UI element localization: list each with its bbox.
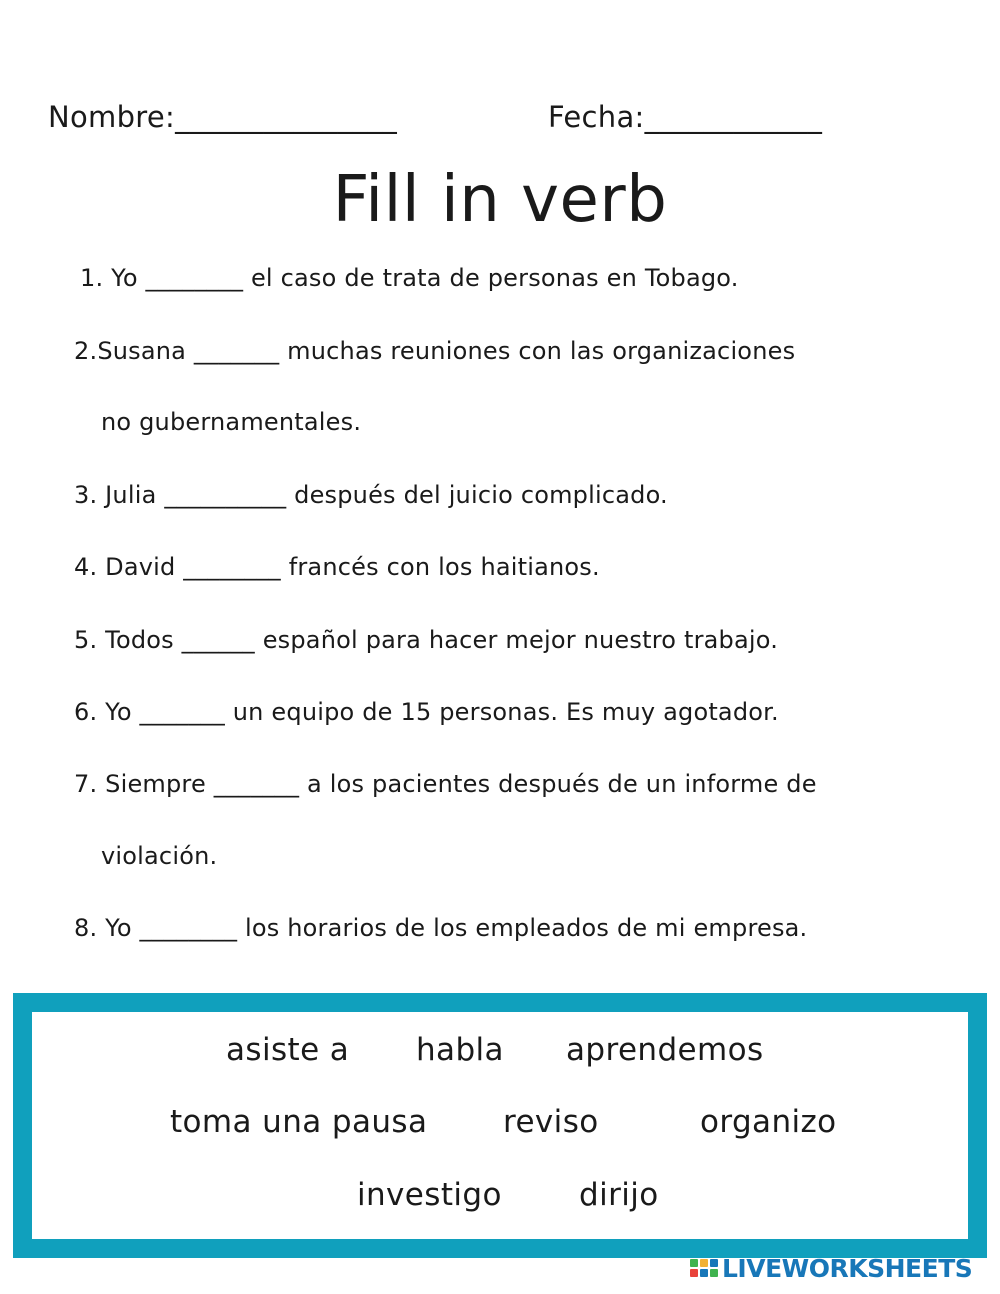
sentence-number: 5. (74, 626, 98, 654)
sentence-text: Siempre _______ a los pacientes después de un informe de (105, 770, 817, 798)
word-bank-item: reviso (503, 1104, 599, 1140)
word-bank-item: toma una pausa (170, 1104, 428, 1140)
logo-square (710, 1269, 718, 1277)
sentence-number: 2. (74, 337, 98, 365)
logo-square (700, 1259, 708, 1267)
logo-square (690, 1259, 698, 1267)
sentence-text: Todos ______ español para hacer mejor nuestro trabajo. (105, 626, 779, 654)
logo-square (690, 1269, 698, 1277)
sentence-number: 4. (74, 553, 98, 581)
sentence-6 (74, 697, 779, 727)
word-bank-item: investigo (357, 1177, 502, 1213)
sentence-text: no gubernamentales. (101, 408, 362, 436)
sentence-text: Susana _______ muchas reuniones con las organizaciones (97, 337, 796, 365)
word-bank-item: aprendemos (566, 1032, 764, 1068)
sentence-number: 7. (74, 770, 98, 798)
sentence-text: Yo _______ un equipo de 15 personas. Es muy agotador. (105, 698, 779, 726)
sentence-2 (74, 336, 795, 366)
sentence-text: David ________ francés con los haitianos. (105, 553, 600, 581)
sentence-text: Yo ________ el caso de trata de personas en Tobago. (111, 264, 739, 292)
sentence-7 (74, 769, 817, 799)
logo-square (700, 1269, 708, 1277)
sentence-number: 1. (80, 264, 104, 292)
sentence-8 (74, 913, 807, 943)
logo-square (710, 1259, 718, 1267)
sentence-text: Yo ________ los horarios de los empleados de mi empresa. (105, 914, 808, 942)
sentence-number: 6. (74, 698, 98, 726)
logo-grid-icon (690, 1259, 718, 1277)
word-bank-item: dirijo (579, 1177, 659, 1213)
sentence-text: Julia __________ después del juicio complicado. (105, 481, 668, 509)
sentence-2-continuation (101, 407, 361, 437)
sentence-1 (80, 263, 739, 293)
brand-name: LIVEWORKSHEETS (722, 1253, 973, 1283)
sentence-4 (74, 552, 600, 582)
word-bank-item: asiste a (226, 1032, 350, 1068)
page-title: Fill in verb (332, 163, 668, 237)
nombre-field-label: Nombre:_______________ (48, 100, 398, 134)
sentence-5 (74, 625, 778, 655)
fecha-field-label: Fecha:____________ (548, 100, 823, 134)
sentence-3 (74, 480, 668, 510)
sentence-7-continuation (101, 841, 217, 871)
word-bank-item: organizo (700, 1104, 837, 1140)
sentence-text: violación. (101, 842, 218, 870)
word-bank-item: habla (416, 1032, 504, 1068)
liveworksheets-logo (690, 1253, 972, 1283)
sentence-number: 3. (74, 481, 98, 509)
sentence-number: 8. (74, 914, 98, 942)
